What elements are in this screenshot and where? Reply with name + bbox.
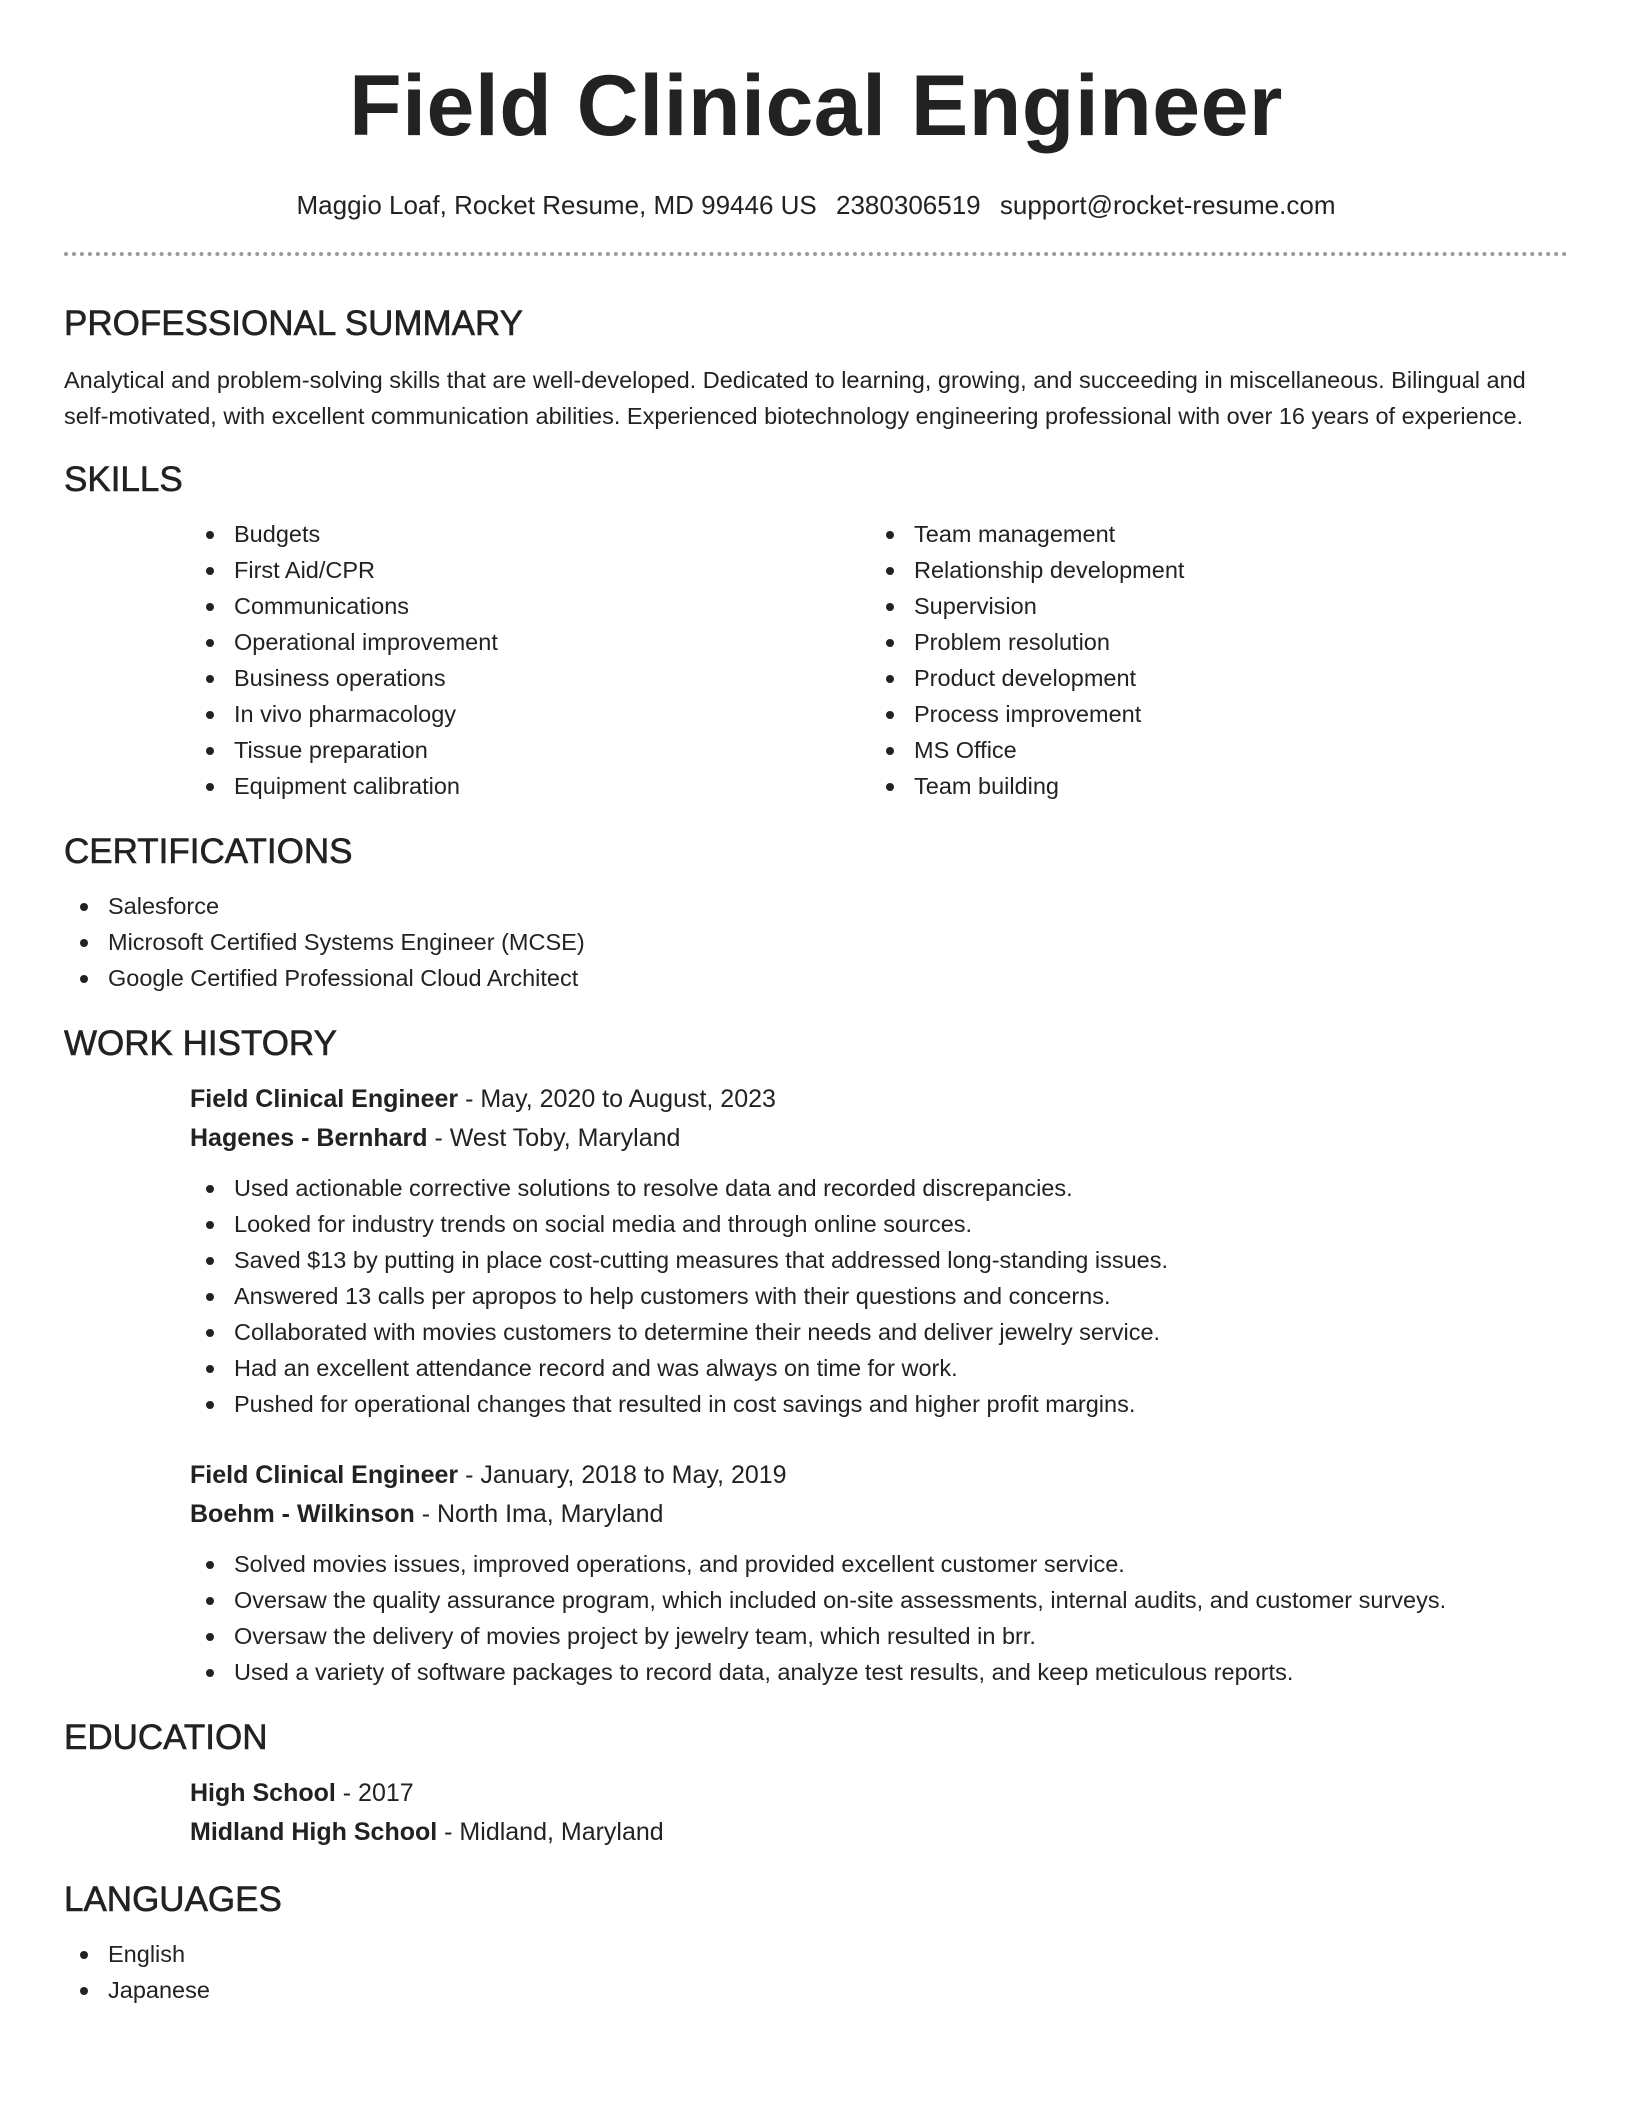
job-bullets [190, 1170, 1568, 1422]
education-year: - 2017 [335, 1779, 414, 1807]
job-bullet: Solved movies issues, improved operations, and provided excellent customer service. [190, 1546, 1568, 1582]
skill-item: Budgets [190, 516, 870, 552]
skill-item: Supervision [870, 588, 1550, 624]
summary-heading: PROFESSIONAL SUMMARY [64, 304, 523, 343]
job-title-line [190, 1080, 1568, 1119]
job-location: - West Toby, Maryland [427, 1124, 681, 1152]
job-bullet: Had an excellent attendance record and was always on time for work. [190, 1350, 1568, 1386]
contact-email: support@rocket-resume.com [999, 190, 1336, 220]
education-school: Midland High School [190, 1818, 438, 1846]
skill-item: First Aid/CPR [190, 552, 870, 588]
job-bullet: Oversaw the delivery of movies project by jewelry team, which resulted in brr. [190, 1618, 1568, 1654]
skill-item: MS Office [870, 732, 1550, 768]
skills-column-right [870, 502, 1550, 804]
skill-item: Team management [870, 516, 1550, 552]
work-history-heading: WORK HISTORY [64, 1024, 337, 1063]
skills-list-right [870, 516, 1550, 804]
certification-item: Google Certified Professional Cloud Architect [64, 960, 1568, 996]
job-dates: - January, 2018 to May, 2019 [458, 1461, 787, 1489]
skill-item: In vivo pharmacology [190, 696, 870, 732]
job-company: Boehm - Wilkinson [190, 1500, 415, 1528]
certifications-section [64, 804, 1568, 996]
job-bullet: Collaborated with movies customers to determine their needs and deliver jewelry service. [190, 1314, 1568, 1350]
summary-text: Analytical and problem-solving skills that are well-developed. Dedicated to learning, growing, and succeeding in miscellaneous. Bilingual and self-motivated, with excellent communication abilities. Experienced biotechnology engineering professional with over 16 years of experience. [64, 367, 1526, 429]
job-entry [190, 1080, 1568, 1422]
contact-address: Maggio Loaf, Rocket Resume, MD 99446 US [296, 190, 817, 220]
skills-heading: SKILLS [64, 460, 183, 499]
education-location: - Midland, Maryland [437, 1818, 664, 1846]
skill-item: Tissue preparation [190, 732, 870, 768]
job-role: Field Clinical Engineer [190, 1461, 459, 1489]
job-company-line [190, 1119, 1568, 1158]
job-title-line [190, 1456, 1568, 1495]
job-dates: - May, 2020 to August, 2023 [458, 1085, 776, 1113]
contact-line [64, 188, 1568, 222]
education-heading: EDUCATION [64, 1718, 268, 1757]
skill-item: Business operations [190, 660, 870, 696]
job-company-line [190, 1495, 1568, 1534]
certifications-list [64, 888, 1568, 996]
summary-section [64, 256, 1568, 434]
skill-item: Equipment calibration [190, 768, 870, 804]
languages-list [64, 1936, 1568, 2008]
certification-item: Salesforce [64, 888, 1568, 924]
education-degree-line [190, 1774, 1568, 1813]
job-bullet: Looked for industry trends on social media and through online sources. [190, 1206, 1568, 1242]
work-history-section [64, 996, 1568, 1690]
certifications-heading: CERTIFICATIONS [64, 832, 353, 871]
education-degree: High School [190, 1779, 336, 1807]
resume-title: Field Clinical Engineer [349, 58, 1283, 154]
language-item: Japanese [64, 1972, 1568, 2008]
skill-item: Communications [190, 588, 870, 624]
job-location: - North Ima, Maryland [414, 1500, 664, 1528]
skill-item: Problem resolution [870, 624, 1550, 660]
job-bullets [190, 1546, 1568, 1690]
skills-section [64, 434, 1568, 804]
job-company: Hagenes - Bernhard [190, 1124, 428, 1152]
job-bullet: Used a variety of software packages to record data, analyze test results, and keep meticulous reports. [190, 1654, 1568, 1690]
languages-heading: LANGUAGES [64, 1880, 282, 1919]
languages-section [64, 1852, 1568, 2008]
job-role: Field Clinical Engineer [190, 1085, 459, 1113]
certification-item: Microsoft Certified Systems Engineer (MCSE) [64, 924, 1568, 960]
job-bullet: Answered 13 calls per apropos to help customers with their questions and concerns. [190, 1278, 1568, 1314]
job-bullet: Oversaw the quality assurance program, which included on-site assessments, internal audits, and customer surveys. [190, 1582, 1568, 1618]
skill-item: Product development [870, 660, 1550, 696]
job-bullet: Used actionable corrective solutions to resolve data and recorded discrepancies. [190, 1170, 1568, 1206]
skill-item: Relationship development [870, 552, 1550, 588]
contact-phone: 2380306519 [836, 190, 981, 220]
skills-column-left [190, 502, 870, 804]
skill-item: Team building [870, 768, 1550, 804]
education-entry [190, 1774, 1568, 1852]
skills-grid [190, 502, 1568, 804]
education-school-line [190, 1813, 1568, 1852]
skill-item: Process improvement [870, 696, 1550, 732]
job-bullet: Pushed for operational changes that resulted in cost savings and higher profit margins. [190, 1386, 1568, 1422]
skill-item: Operational improvement [190, 624, 870, 660]
job-bullet: Saved $13 by putting in place cost-cutting measures that addressed long-standing issues. [190, 1242, 1568, 1278]
job-entry [190, 1456, 1568, 1690]
education-section [64, 1690, 1568, 1852]
language-item: English [64, 1936, 1568, 1972]
skills-list-left [190, 516, 870, 804]
